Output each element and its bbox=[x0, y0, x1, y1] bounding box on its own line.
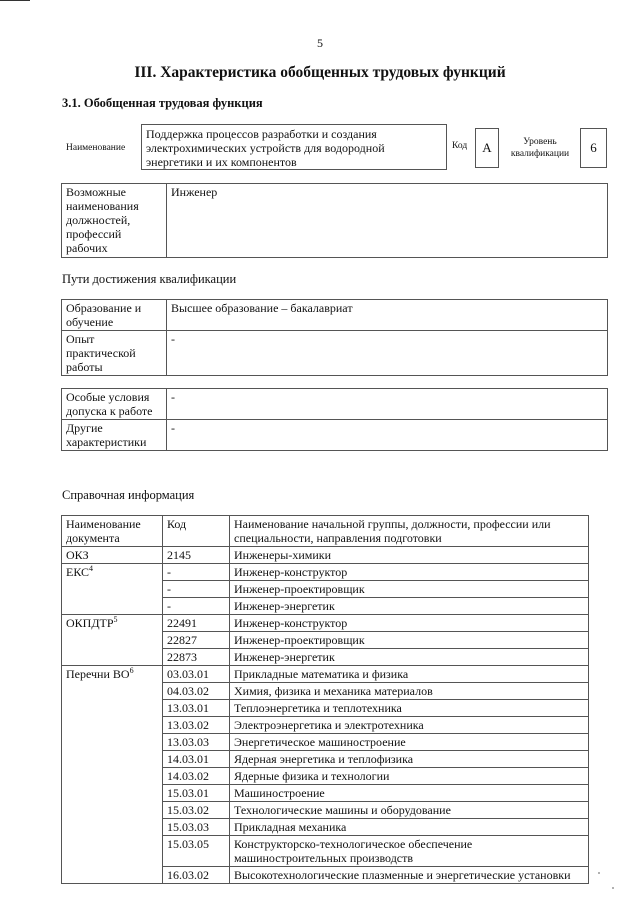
vo-code: 13.03.02 bbox=[163, 717, 230, 734]
conditions-table bbox=[61, 388, 608, 451]
function-name-value: Поддержка процессов разработки и создания электрохимических устройств для водородной энергетики и их компонентов bbox=[141, 124, 447, 170]
okpdtr-doc-label: ОКПДТР bbox=[66, 616, 114, 630]
experience-label: Опыт практической работы bbox=[62, 331, 167, 376]
function-code-label: Код bbox=[452, 141, 468, 151]
positions-label: Возможные наименования должностей, профессий рабочих bbox=[62, 184, 167, 258]
eks-code: - bbox=[163, 581, 230, 598]
positions-table bbox=[61, 183, 608, 258]
eks-footnote-mark: 4 bbox=[89, 564, 94, 573]
okz-doc: ОКЗ bbox=[62, 547, 163, 564]
vo-name: Технологические машины и оборудование bbox=[230, 802, 589, 819]
table-row bbox=[62, 666, 589, 683]
table-row bbox=[62, 547, 589, 564]
table-row bbox=[62, 300, 608, 331]
vo-code: 15.03.05 bbox=[163, 836, 230, 867]
okpdtr-name: Инженер-проектировщик bbox=[230, 632, 589, 649]
eks-code: - bbox=[163, 564, 230, 581]
vo-name: Высокотехнологические плазменные и энергетические установки bbox=[230, 867, 589, 884]
vo-code: 14.03.02 bbox=[163, 768, 230, 785]
section-title: III. Характеристика обобщенных трудовых функций bbox=[134, 64, 506, 81]
vo-code: 15.03.02 bbox=[163, 802, 230, 819]
col-name-header: Наименование начальной группы, должности, профессии или специальности, направления подготовки bbox=[230, 516, 589, 547]
qualification-level-value: 6 bbox=[580, 128, 607, 168]
vo-name: Конструкторско-технологическое обеспечение машиностроительных производств bbox=[230, 836, 589, 867]
vo-name: Теплоэнергетика и теплотехника bbox=[230, 700, 589, 717]
table-row bbox=[62, 564, 589, 581]
vo-name: Ядерные физика и технологии bbox=[230, 768, 589, 785]
vo-code: 13.03.03 bbox=[163, 734, 230, 751]
eks-doc-label: ЕКС bbox=[66, 565, 90, 579]
function-code-value: А bbox=[475, 128, 499, 168]
vo-name: Электроэнергетика и электротехника bbox=[230, 717, 589, 734]
table-row bbox=[62, 331, 608, 376]
vo-name: Прикладные математика и физика bbox=[230, 666, 589, 683]
okpdtr-footnote-mark: 5 bbox=[113, 615, 118, 624]
scan-speck bbox=[598, 872, 600, 874]
okpdtr-code: 22827 bbox=[163, 632, 230, 649]
eks-code: - bbox=[163, 598, 230, 615]
table-header-row bbox=[62, 516, 589, 547]
vo-code: 14.03.01 bbox=[163, 751, 230, 768]
education-table bbox=[61, 299, 608, 376]
table-row bbox=[62, 389, 608, 420]
qualification-level-label: Уровень квалификации bbox=[510, 137, 570, 159]
vo-doc-label: Перечни ВО bbox=[66, 667, 130, 681]
vo-code: 04.03.02 bbox=[163, 683, 230, 700]
function-name-label: Наименование bbox=[66, 143, 126, 153]
vo-name: Прикладная механика bbox=[230, 819, 589, 836]
other-characteristics-label: Другие характеристики bbox=[62, 420, 167, 451]
okpdtr-doc bbox=[62, 615, 163, 666]
vo-code: 13.03.01 bbox=[163, 700, 230, 717]
eks-name: Инженер-энергетик bbox=[230, 598, 589, 615]
vo-name: Химия, физика и механика материалов bbox=[230, 683, 589, 700]
special-conditions-value: - bbox=[167, 389, 608, 420]
vo-code: 15.03.03 bbox=[163, 819, 230, 836]
eks-doc bbox=[62, 564, 163, 615]
eks-name: Инженер-конструктор bbox=[230, 564, 589, 581]
qualification-paths-heading: Пути достижения квалификации bbox=[62, 272, 237, 286]
top-edge-line bbox=[0, 0, 30, 1]
table-row bbox=[62, 420, 608, 451]
reference-table bbox=[61, 515, 589, 884]
okpdtr-name: Инженер-конструктор bbox=[230, 615, 589, 632]
col-document-header: Наименование документа bbox=[62, 516, 163, 547]
special-conditions-label: Особые условия допуска к работе bbox=[62, 389, 167, 420]
vo-doc bbox=[62, 666, 163, 884]
positions-value: Инженер bbox=[167, 184, 608, 258]
eks-name: Инженер-проектировщик bbox=[230, 581, 589, 598]
education-label: Образование и обучение bbox=[62, 300, 167, 331]
vo-name: Ядерная энергетика и теплофизика bbox=[230, 751, 589, 768]
vo-name: Машиностроение bbox=[230, 785, 589, 802]
vo-footnote-mark: 6 bbox=[129, 666, 134, 675]
subsection-title: 3.1. Обобщенная трудовая функция bbox=[62, 96, 263, 110]
experience-value: - bbox=[167, 331, 608, 376]
scan-speck bbox=[612, 887, 614, 889]
col-code-header: Код bbox=[163, 516, 230, 547]
page-number: 5 bbox=[317, 36, 323, 50]
okpdtr-code: 22873 bbox=[163, 649, 230, 666]
table-row bbox=[62, 184, 608, 258]
vo-code: 03.03.01 bbox=[163, 666, 230, 683]
okz-code: 2145 bbox=[163, 547, 230, 564]
vo-name: Энергетическое машиностроение bbox=[230, 734, 589, 751]
reference-heading: Справочная информация bbox=[62, 488, 195, 502]
okz-name: Инженеры-химики bbox=[230, 547, 589, 564]
vo-code: 16.03.02 bbox=[163, 867, 230, 884]
other-characteristics-value: - bbox=[167, 420, 608, 451]
okpdtr-code: 22491 bbox=[163, 615, 230, 632]
vo-code: 15.03.01 bbox=[163, 785, 230, 802]
okpdtr-name: Инженер-энергетик bbox=[230, 649, 589, 666]
table-row bbox=[62, 615, 589, 632]
education-value: Высшее образование – бакалавриат bbox=[167, 300, 608, 331]
